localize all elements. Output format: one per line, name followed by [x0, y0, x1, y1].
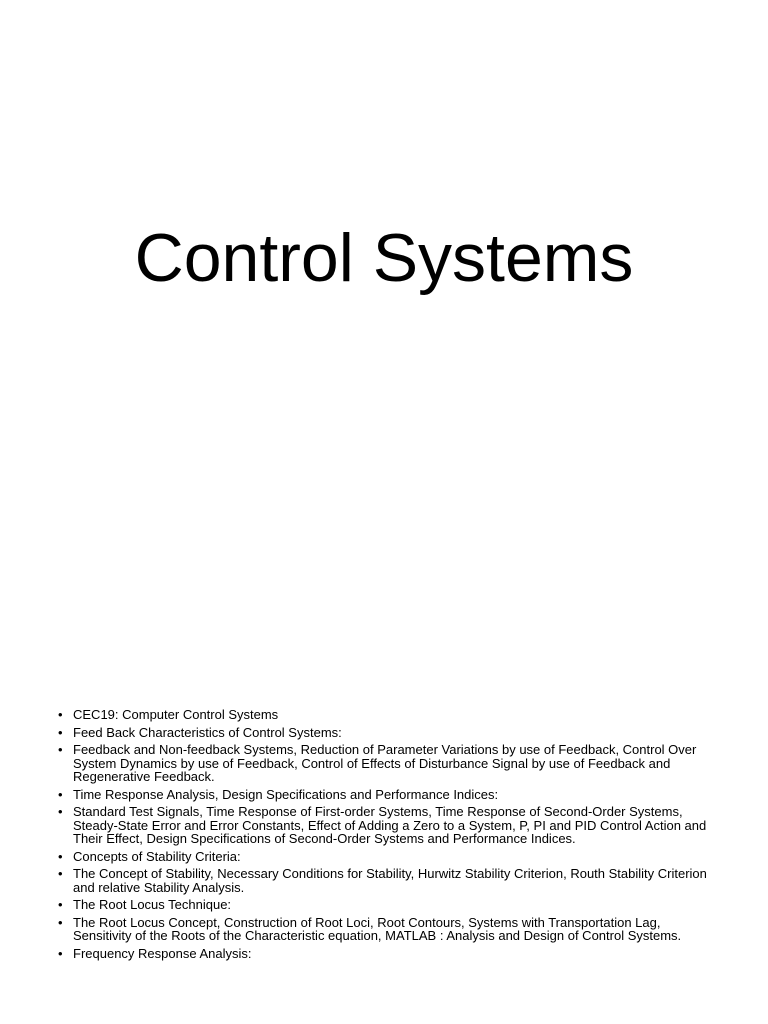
- list-item-text: The Root Locus Technique:: [73, 897, 232, 912]
- list-item-text: CEC19: Computer Control Systems: [73, 707, 279, 722]
- list-item: [58, 743, 718, 784]
- list-item: [58, 916, 718, 943]
- list-item-text: The Concept of Stability, Necessary Conditions for Stability, Hurwitz Stability Criterion, Routh Stability Criterion and relative Stability Analysis.: [73, 866, 707, 895]
- list-item: [58, 805, 718, 846]
- list-item: [58, 947, 718, 961]
- list-item: [58, 788, 718, 802]
- bullet-icon: •: [58, 945, 63, 961]
- list-item-text: The Root Locus Concept, Construction of Root Loci, Root Contours, Systems with Transportation Lag, Sensitivity of the Roots of the Characteristic equation, MATLAB : Analysis and Design of Control Systems.: [73, 914, 682, 943]
- bullet-icon: •: [58, 914, 63, 930]
- list-item-text: Concepts of Stability Criteria:: [73, 848, 241, 864]
- bullet-icon: •: [58, 724, 63, 740]
- bullet-icon: •: [58, 804, 63, 819]
- list-item-text: Standard Test Signals, Time Response of First-order Systems, Time Response of Second-Order Systems, Steady-State Error and Error Constants, Effect of Adding a Zero to a System, P, PI and PID Control Action and Their Effect, Design Specifications of Second-Order Systems and Performance Indices.: [73, 804, 707, 846]
- list-item: [58, 708, 718, 722]
- list-item-text: Feedback and Non-feedback Systems, Reduction of Parameter Variations by use of Feedback, Control Over System Dynamics by use of Feedback, Control of Effects of Disturbance Signal by use of Feedback and Regenerative Feedback.: [73, 742, 697, 784]
- list-item: [58, 850, 718, 864]
- bullet-icon: •: [58, 848, 63, 864]
- slide-title: Control Systems: [134, 220, 634, 296]
- list-item: [58, 867, 718, 894]
- bullet-icon: •: [58, 866, 63, 881]
- list-item: [58, 726, 718, 740]
- list-item: [58, 898, 718, 912]
- list-item-text: Time Response Analysis, Design Specifications and Performance Indices:: [73, 786, 499, 802]
- bullet-icon: •: [58, 786, 63, 802]
- bullet-icon: •: [58, 897, 63, 912]
- bullet-icon: •: [58, 742, 63, 757]
- list-item-text: Frequency Response Analysis:: [73, 945, 252, 961]
- bullet-icon: •: [58, 707, 63, 722]
- list-item-text: Feed Back Characteristics of Control Systems:: [73, 724, 342, 740]
- bullet-list: [58, 708, 718, 964]
